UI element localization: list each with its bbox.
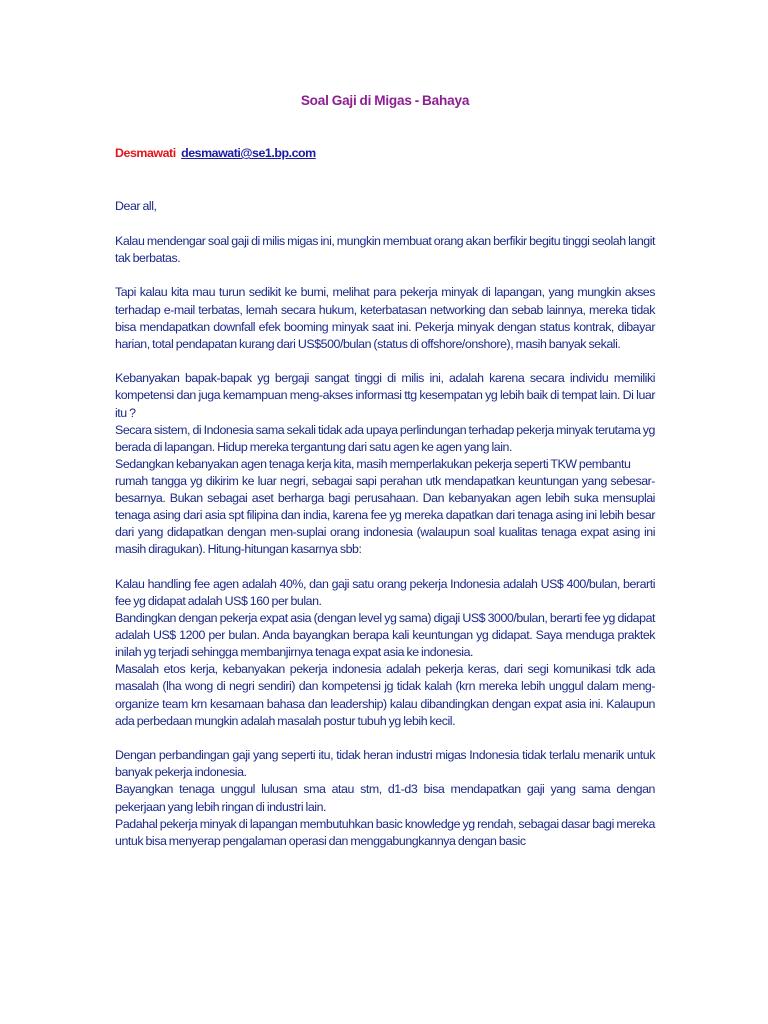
paragraph-3: Kebanyakan bapak-bapak yg bergaji sangat tinggi di milis ini, adalah karena secara individu memiliki kompetensi dan juga kemampuan meng-akses informasi ttg kesempatan yg lebih baik di tempat lain. Di luar itu ? — [115, 371, 655, 420]
paragraph-10: Dengan perbandingan gaji yang seperti itu, tidak heran industri migas Indonesia tidak terlalu menarik untuk banyak pekerja indonesia. — [115, 748, 655, 780]
paragraph-7: Kalau handling fee agen adalah 40%, dan gaji satu orang pekerja Indonesia adalah US$ 400/bulan, berarti fee yg didapat adalah US$ 160 per bulan. — [115, 576, 655, 608]
paragraph-5: Sedangkan kebanyakan agen tenaga kerja kita, masih memperlakukan pekerja seperti TKW pembantu — [115, 456, 631, 471]
author-email-link[interactable]: desmawati@se1.bp.com — [181, 146, 316, 161]
document-title: Soal Gaji di Migas - Bahaya — [300, 93, 470, 108]
paragraph-4: Secara sistem, di Indonesia sama sekali tidak ada upaya perlindungan terhadap pekerja minyak terutama yg berada di lapangan. Hidup mereka tergantung dari satu agen ke agen yang lain. — [115, 422, 655, 454]
paragraph-8: Bandingkan dengan pekerja expat asia (dengan level yg sama) digaji US$ 3000/bulan, berarti fee yg didapat adalah US$ 1200 per bulan. Anda bayangkan berapa kali keuntungan yg didapat. Saya menduga praktek inilah yg terjadi sehingga membanjirnya tenaga expat asia ke indonesia. — [115, 611, 655, 660]
document-page — [115, 92, 655, 850]
paragraph-9: Masalah etos kerja, kebanyakan pekerja indonesia adalah pekerja keras, dari segi komunikasi tdk ada masalah (lha wong di negri sendiri) dan kompetensi jg tidak kalah (krn mereka lebih unggul dalam meng-organize team krn kesamaan bahasa dan leadership) kalau dibandingkan dengan expat asia ini. Kalaupun ada perbedaan mungkin adalah masalah postur tubuh yg lebih kecil. — [115, 662, 655, 728]
byline — [115, 145, 655, 162]
paragraph-2: Tapi kalau kita mau turun sedikit ke bumi, melihat para pekerja minyak di lapangan, yang mungkin akses terhadap e-mail terbatas, lemah secara hukum, keterbatasan networking dan sebab lainnya, mereka tidak bisa mendapatkan downfall efek booming minyak saat ini. Pekerja minyak dengan status kontrak, dibayar harian, total pendapatan kurang dari US$500/bulan (status di offshore/onshore), masih banyak sekali. — [115, 285, 655, 351]
paragraph-11: Bayangkan tenaga unggul lulusan sma atau stm, d1-d3 bisa mendapatkan gaji yang sama dengan pekerjaan yang lebih ringan di industri lain. — [115, 782, 655, 814]
greeting: Dear all, — [115, 199, 157, 214]
paragraph-6: rumah tangga yg dikirim ke luar negri, sebagai sapi perahan utk mendapatkan keuntungan yang sebesar-besarnya. Bukan sebagai aset berharga bagi perusahaan. Dan kebanyakan agen lebih suka mensuplai tenaga asing dari asia spt filipina dan india, karena fee yg mereka dapatkan dari tenaga asing ini lebih besar dari yang didapatkan dengan men-suplai orang indonesia (walaupun soal kualitas tenaga expat asing ini masih diragukan). Hitung-hitungan kasarnya sbb: — [115, 473, 655, 557]
paragraph-12: Padahal pekerja minyak di lapangan membutuhkan basic knowledge yg rendah, sebagai dasar bagi mereka untuk bisa menyerap pengalaman operasi dan menggabungkannya dengan basic — [115, 816, 655, 848]
paragraph-1: Kalau mendengar soal gaji di milis migas ini, mungkin membuat orang akan berfikir begitu tinggi seolah langit tak berbatas. — [115, 233, 655, 265]
author-name: Desmawati — [115, 146, 176, 161]
